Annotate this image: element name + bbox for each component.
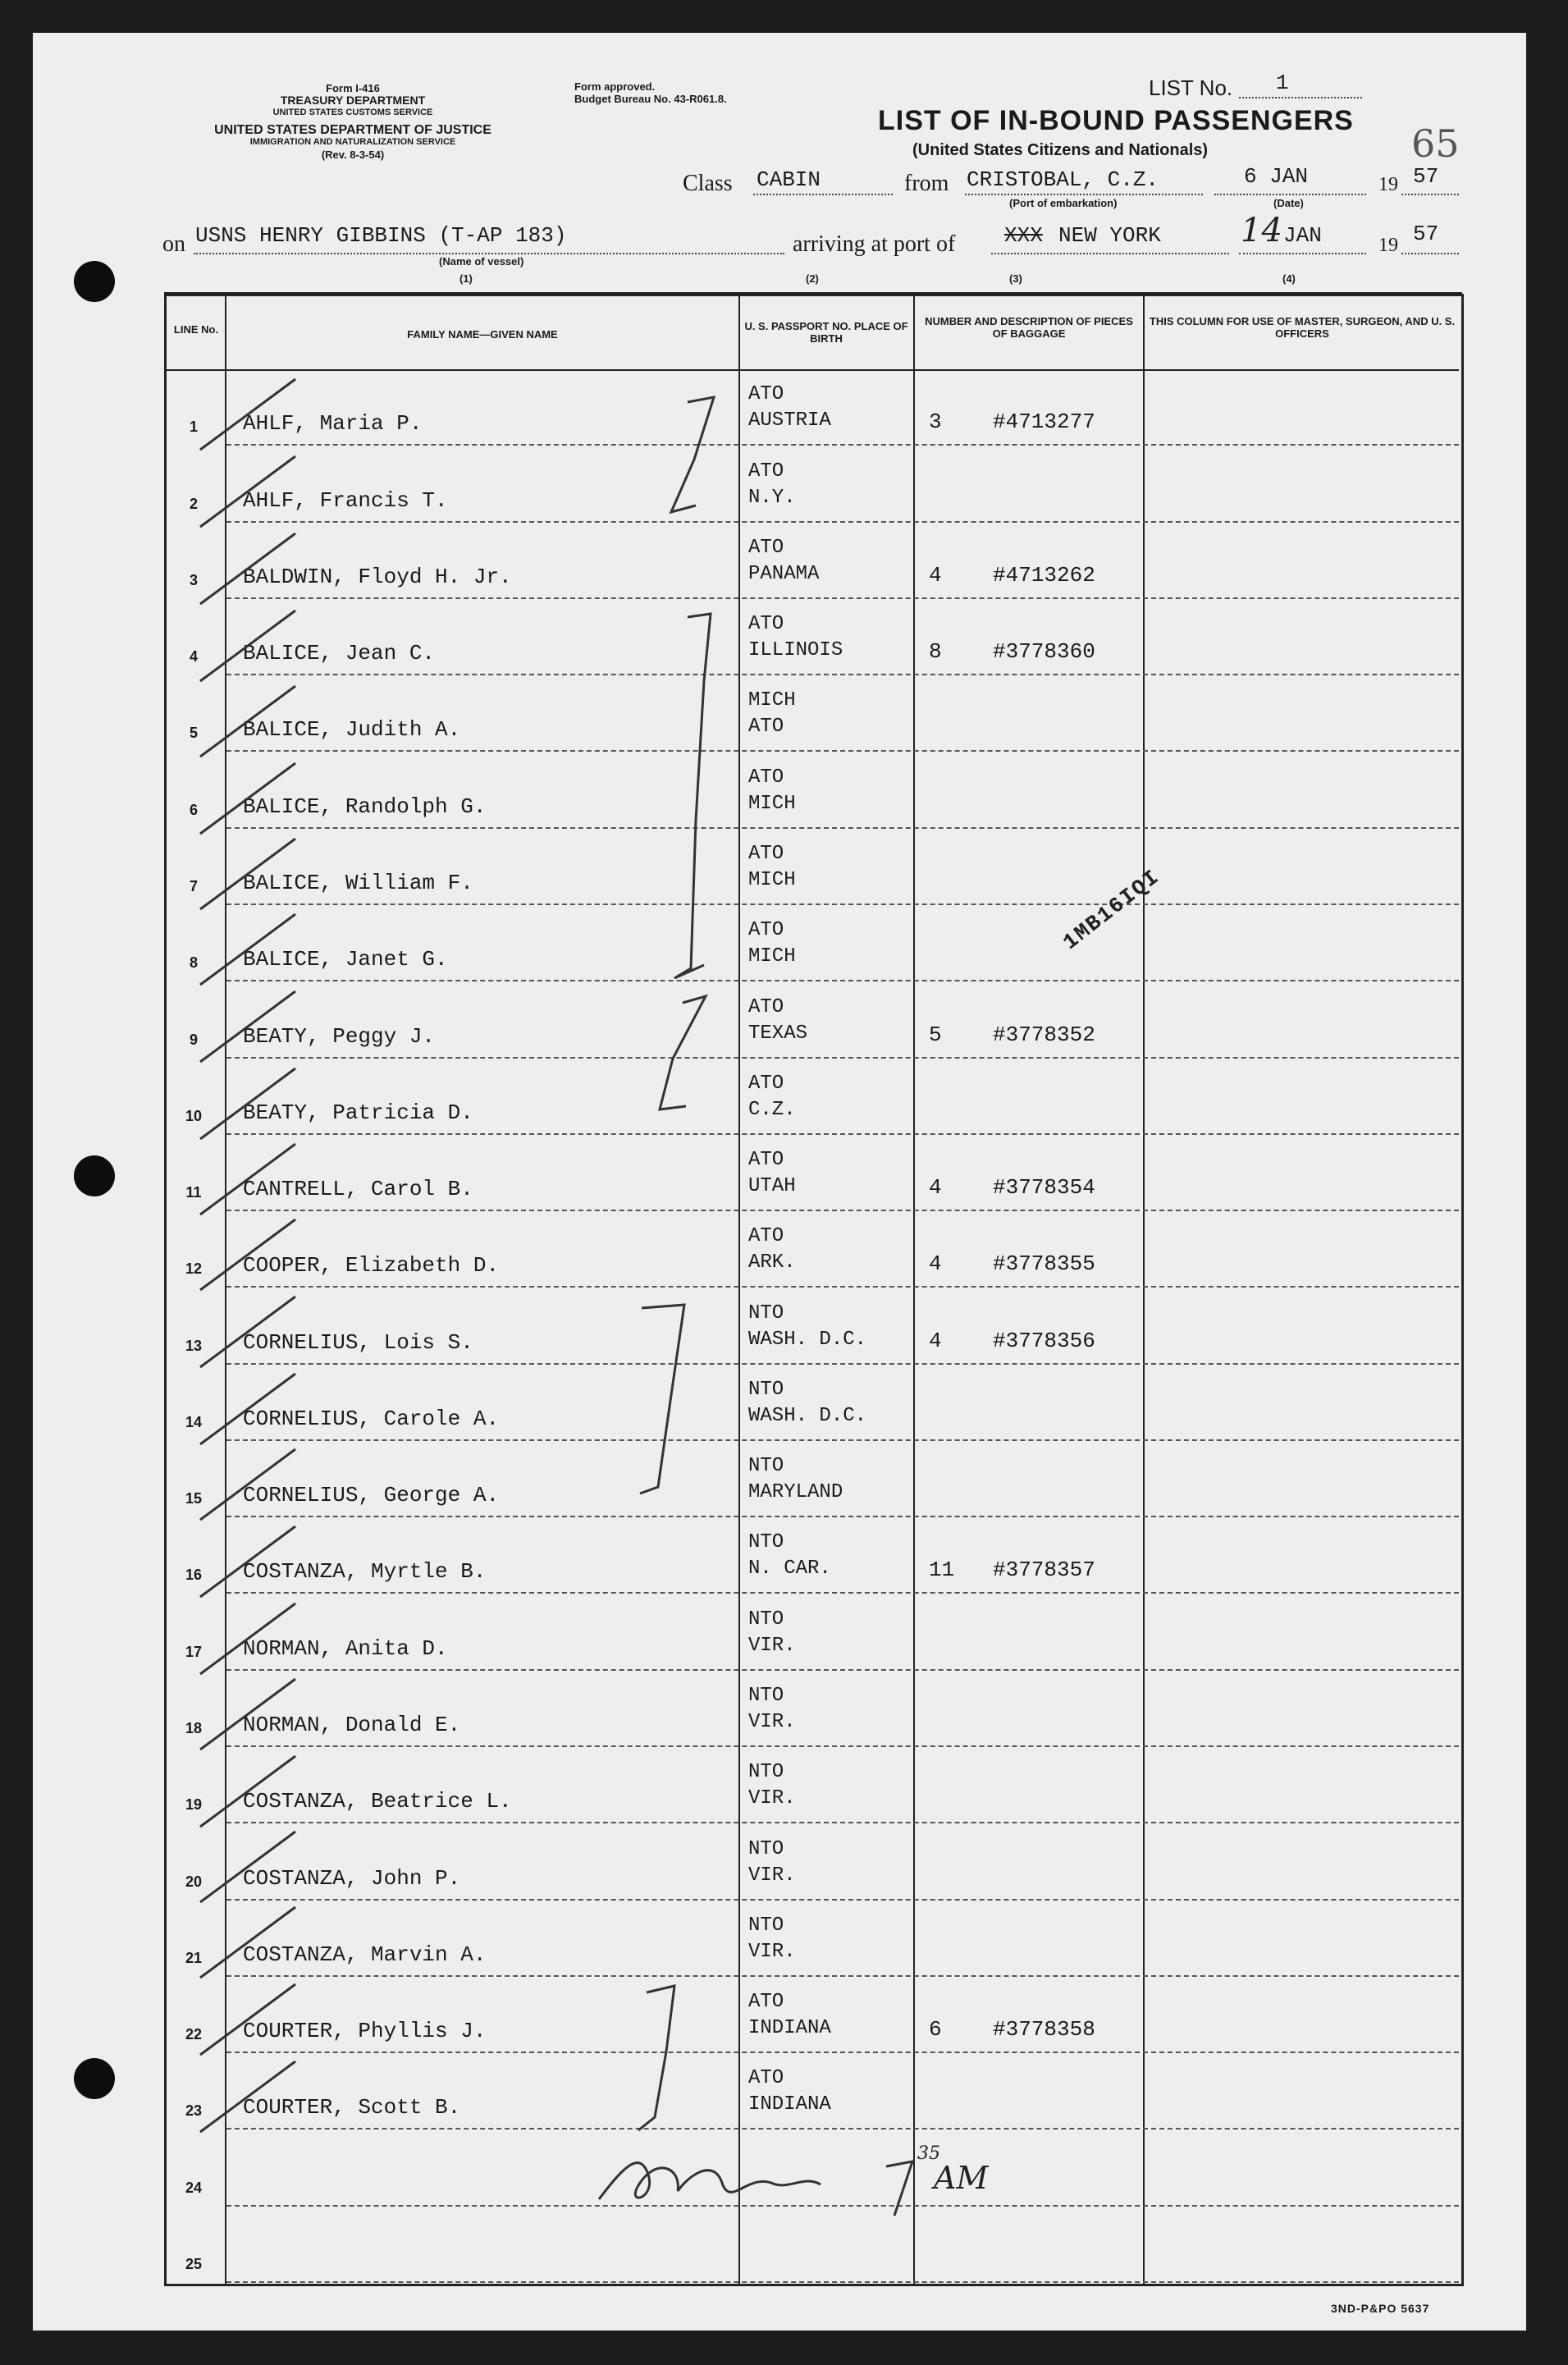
form-number: Form I-416	[326, 82, 380, 94]
from-label: from	[904, 171, 949, 196]
col-num-2: (2)	[806, 272, 819, 285]
tick-mark	[200, 456, 295, 527]
tick-mark	[200, 1603, 295, 1674]
arrival-year: 57	[1413, 222, 1439, 246]
line-number: 23	[185, 2102, 203, 2120]
line-number: 22	[185, 2026, 203, 2043]
passport-status: NTO	[748, 1761, 784, 1784]
place-of-birth: VIR.	[748, 1940, 796, 1963]
passport-status: ATO	[748, 919, 784, 942]
place-of-birth: VIR.	[748, 1864, 796, 1887]
place-of-birth: VIR.	[748, 1634, 796, 1657]
place-of-birth: WASH. D.C.	[748, 1404, 867, 1427]
place-of-birth: N.Y.	[748, 486, 796, 509]
line-number: 14	[185, 1413, 203, 1430]
class-label: Class	[683, 171, 733, 196]
tick-mark	[200, 686, 295, 757]
baggage-number: #3778352	[993, 1022, 1095, 1047]
line-number: 2	[189, 495, 198, 512]
tick-mark	[200, 1219, 295, 1290]
baggage-number: #3778358	[993, 2017, 1095, 2042]
line-number: 18	[185, 1720, 203, 1737]
year-prefix-2: 19	[1378, 235, 1398, 256]
baggage-count: 4	[929, 562, 942, 588]
tick-mark	[200, 1449, 295, 1520]
baggage-count: 4	[929, 1251, 942, 1277]
passport-status: ATO	[748, 1149, 784, 1172]
place-of-birth: MICH	[748, 945, 796, 968]
tick-mark	[200, 533, 295, 604]
arrival-day: 14	[1241, 212, 1282, 249]
class-value: CABIN	[757, 167, 821, 192]
line-number: 13	[185, 1337, 203, 1354]
baggage-number: #3778360	[993, 639, 1095, 665]
check-bracket-4	[640, 1305, 684, 1494]
departure-year: 57	[1413, 164, 1439, 189]
tick-mark	[200, 1068, 295, 1139]
line-number: 4	[189, 648, 198, 666]
handwritten-time-ampm: AM	[934, 2160, 989, 2196]
passport-status: NTO	[748, 1455, 784, 1478]
passport-status: ATO	[748, 613, 784, 636]
passenger-name: NORMAN, Anita D.	[243, 1635, 448, 1661]
passport-status: ATO	[748, 1072, 784, 1095]
place-of-birth: ARK.	[748, 1251, 796, 1274]
departure-date: 6 JAN	[1244, 164, 1309, 189]
check-bracket-2	[674, 614, 711, 978]
line-number: 20	[185, 1873, 203, 1890]
passenger-name: AHLF, Francis T.	[243, 487, 448, 513]
place-of-birth: ATO	[748, 716, 784, 739]
check-bracket-3	[660, 996, 706, 1109]
tick-mark	[200, 1832, 295, 1902]
list-label: LIST No.	[1149, 75, 1233, 100]
place-of-birth: ILLINOIS	[748, 639, 843, 662]
form-revision: (Rev. 8-3-54)	[321, 149, 385, 161]
passport-status: ATO	[748, 383, 784, 406]
baggage-number: #3778354	[993, 1175, 1095, 1201]
tick-mark	[200, 1907, 295, 1978]
baggage-number: #3778356	[993, 1328, 1095, 1353]
baggage-count: 8	[929, 639, 942, 665]
passport-status: ATO	[748, 842, 784, 865]
passenger-name: CORNELIUS, George A.	[243, 1483, 500, 1508]
justice-dept: UNITED STATES DEPARTMENT OF JUSTICE	[214, 123, 491, 137]
line-number: 1	[189, 419, 198, 436]
tick-mark	[200, 611, 295, 681]
line-number: 19	[185, 1796, 203, 1814]
passenger-name: NORMAN, Donald E.	[243, 1713, 461, 1738]
header-passport: U. S. PASSPORT NO. PLACE OF BIRTH	[744, 320, 908, 345]
passenger-name: CANTRELL, Carol B.	[243, 1177, 473, 1202]
line-number: 16	[185, 1567, 203, 1584]
tick-mark	[200, 2061, 295, 2132]
passenger-name: AHLF, Maria P.	[243, 411, 423, 437]
tick-mark	[200, 1374, 295, 1444]
passenger-name: BALICE, Jean C.	[243, 641, 436, 666]
passenger-name: BALICE, Janet G.	[243, 947, 448, 972]
check-bracket-5	[638, 1986, 674, 2130]
arrival-month: JAN	[1283, 223, 1322, 248]
passport-status: NTO	[748, 1301, 784, 1324]
header-baggage: NUMBER AND DESCRIPTION OF PIECES OF BAGGAGE	[925, 315, 1133, 340]
passport-status: ATO	[748, 2067, 784, 2090]
place-of-birth: N. CAR.	[748, 1558, 831, 1580]
baggage-count: 4	[929, 1175, 942, 1201]
col-num-1: (1)	[459, 272, 473, 285]
passenger-name: CORNELIUS, Carole A.	[243, 1406, 500, 1431]
place-of-birth: PANAMA	[748, 562, 820, 585]
passport-status: ATO	[748, 1225, 784, 1248]
col-num-4: (4)	[1282, 272, 1296, 285]
tick-mark	[200, 379, 295, 450]
passenger-name: BALICE, Judith A.	[243, 717, 461, 743]
passenger-name: COURTER, Scott B.	[243, 2095, 461, 2120]
vessel-caption: (Name of vessel)	[439, 255, 524, 268]
passport-status: ATO	[748, 995, 784, 1018]
passenger-name: COURTER, Phyllis J.	[243, 2019, 487, 2044]
time-seven-stroke	[886, 2161, 912, 2216]
baggage-count: 6	[929, 2017, 942, 2042]
line-number: 25	[185, 2256, 203, 2272]
line-number: 5	[189, 725, 198, 742]
port-of-embarkation: CRISTOBAL, C.Z.	[967, 167, 1159, 192]
handwritten-time-sup: 35	[917, 2143, 940, 2164]
tick-mark	[200, 839, 295, 909]
place-of-birth: WASH. D.C.	[748, 1328, 867, 1351]
tick-mark	[200, 1679, 295, 1750]
passport-status: NTO	[748, 1837, 784, 1860]
tick-mark	[200, 1984, 295, 2055]
ins-service: IMMIGRATION AND NATURALIZATION SERVICE	[249, 137, 456, 147]
passenger-name: COSTANZA, Marvin A.	[243, 1942, 487, 1967]
page-title: LIST OF IN-BOUND PASSENGERS	[878, 105, 1354, 136]
baggage-count: 3	[929, 409, 942, 435]
line-number: 11	[185, 1184, 202, 1201]
arrival-port: NEW YORK	[1058, 223, 1161, 248]
passport-status: ATO	[748, 766, 784, 789]
customs-service: UNITED STATES CUSTOMS SERVICE	[272, 108, 433, 117]
place-of-birth: VIR.	[748, 1787, 796, 1810]
passport-status: NTO	[748, 1685, 784, 1708]
baggage-count: 5	[929, 1022, 942, 1047]
passport-status: ATO	[748, 460, 784, 483]
date-caption: (Date)	[1273, 197, 1304, 209]
place-of-birth: UTAH	[748, 1175, 796, 1198]
baggage-count: 11	[929, 1558, 955, 1583]
passport-status: NTO	[748, 1378, 784, 1401]
line-number: 6	[189, 801, 198, 818]
passenger-name: COSTANZA, Beatrice L.	[243, 1789, 512, 1814]
tick-mark	[200, 1144, 295, 1215]
passenger-name: BEATY, Peggy J.	[243, 1023, 436, 1049]
place-of-birth: TEXAS	[748, 1022, 808, 1045]
baggage-number: #3778357	[993, 1558, 1095, 1583]
check-bracket-1	[671, 397, 714, 512]
passenger-name: BALICE, Randolph G.	[243, 794, 487, 819]
place-of-birth: INDIANA	[748, 2093, 831, 2116]
line-number: 17	[185, 1643, 203, 1660]
tick-mark	[200, 763, 295, 834]
line-number: 12	[185, 1260, 203, 1278]
baggage-number: #4713262	[993, 562, 1095, 588]
port-embark-caption: (Port of embarkation)	[1009, 197, 1118, 209]
tick-mark	[200, 1297, 295, 1367]
vessel-name: USNS HENRY GIBBINS (T-AP 183)	[195, 223, 567, 248]
tick-mark	[200, 914, 295, 985]
place-of-birth: INDIANA	[748, 2017, 831, 2040]
passenger-name: BALICE, William F.	[243, 870, 473, 895]
treasury-dept: TREASURY DEPARTMENT	[280, 94, 426, 107]
footer-code: 3ND-P&PO 5637	[1331, 2302, 1430, 2315]
passport-status: NTO	[748, 1608, 784, 1631]
baggage-number: #4713277	[993, 409, 1095, 435]
line-number: 24	[185, 2179, 203, 2196]
passport-status: NTO	[748, 1914, 784, 1937]
line-number: 15	[185, 1490, 203, 1507]
list-number: 1	[1276, 71, 1289, 95]
line-number: 10	[185, 1107, 203, 1124]
passenger-name: BALDWIN, Floyd H. Jr.	[243, 564, 512, 589]
passport-status: ATO	[748, 536, 784, 559]
form-approved: Form approved.	[574, 80, 656, 93]
place-of-birth: MARYLAND	[748, 1481, 843, 1504]
page-number: 65	[1411, 121, 1460, 166]
signature-scribble	[599, 2163, 821, 2199]
line-number: 7	[189, 877, 198, 894]
place-of-birth: C.Z.	[748, 1098, 796, 1121]
place-of-birth: MICH	[748, 868, 796, 891]
line-number: 9	[189, 1031, 198, 1048]
header-name: FAMILY NAME—GIVEN NAME	[407, 328, 558, 341]
struck-port: XXX	[1004, 223, 1043, 248]
baggage-count: 4	[929, 1328, 942, 1353]
col-num-3: (3)	[1009, 272, 1022, 285]
stamp-text: 1MB16IQI	[1058, 864, 1165, 955]
passport-status: ATO	[748, 1991, 784, 2014]
place-of-birth: AUSTRIA	[748, 409, 831, 432]
passenger-name: COSTANZA, John P.	[243, 1865, 461, 1891]
place-of-birth: VIR.	[748, 1711, 796, 1734]
year-prefix-1: 19	[1378, 174, 1398, 195]
tick-mark	[200, 1526, 295, 1597]
arriving-label: arriving at port of	[793, 231, 956, 257]
passenger-name: CORNELIUS, Lois S.	[243, 1329, 473, 1355]
page-subtitle: (United States Citizens and Nationals)	[912, 141, 1209, 159]
passenger-name: COOPER, Elizabeth D.	[243, 1253, 500, 1279]
place-of-birth: MICH	[748, 792, 796, 815]
passport-status: NTO	[748, 1531, 784, 1554]
tick-mark	[200, 991, 295, 1062]
budget-bureau: Budget Bureau No. 43-R061.8.	[574, 93, 727, 105]
header-line-no: LINE No.	[173, 323, 219, 336]
on-label: on	[162, 231, 185, 257]
line-number: 3	[189, 571, 198, 588]
baggage-number: #3778355	[993, 1251, 1095, 1277]
line-number: 21	[185, 1949, 203, 1966]
passport-status: MICH	[748, 689, 796, 712]
tick-mark	[200, 1756, 295, 1827]
line-number: 8	[189, 954, 198, 972]
passenger-name: BEATY, Patricia D.	[243, 1100, 473, 1125]
header-officers: THIS COLUMN FOR USE OF MASTER, SURGEON, AND U. S. OFFICERS	[1149, 315, 1456, 340]
passenger-name: COSTANZA, Myrtle B.	[243, 1559, 487, 1585]
